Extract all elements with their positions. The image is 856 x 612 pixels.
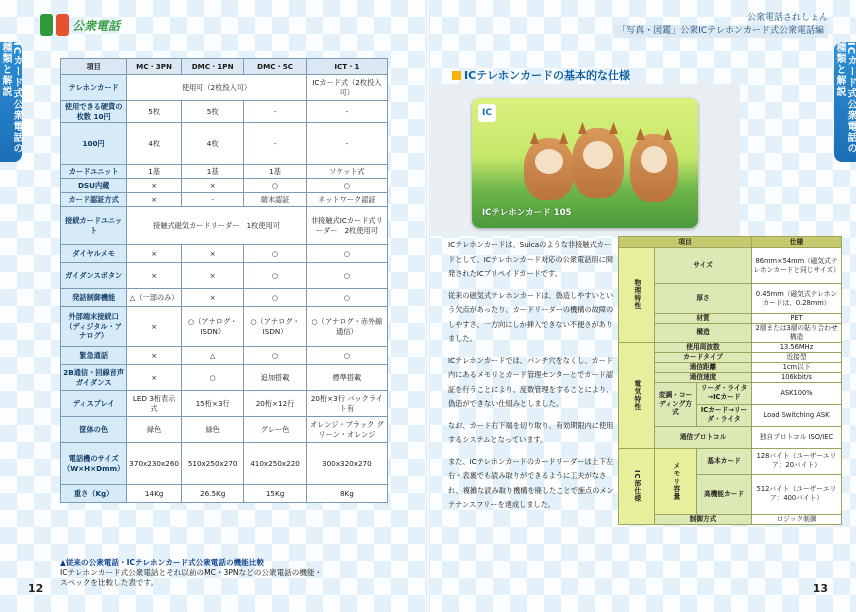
paragraph: 従来の磁気式テレホンカードは、偽造しやすいという欠点があったり、カードリーダーの機構の故障のしやすさ、一方向にしか挿入できない不便さがありました。 bbox=[448, 290, 614, 343]
table-row: テレホンカード 使用可（2枚投入可） ICカード式（2枚投入可） bbox=[61, 75, 388, 101]
spec-row: 電気特性 使用周波数 13.56MHz bbox=[619, 342, 842, 352]
puppy-image bbox=[572, 128, 624, 198]
series-title: 公衆電話されしょん bbox=[746, 13, 828, 23]
table-row: 重さ（Kg） 14Kg 26.5Kg 15Kg 8Kg bbox=[61, 485, 388, 503]
col-header: 項目 bbox=[61, 59, 127, 75]
table-row: ダイヤルメモ × × ○ ○ bbox=[61, 245, 388, 263]
ic-logo-icon: IC bbox=[478, 104, 496, 122]
spec-row: IC部仕様 メモリ容量 基本カード 128バイト（ユーザーエリア：20バイト） bbox=[619, 448, 842, 474]
paragraph: ICテレホンカードは、Suicaのような非接触式カードとして、ICテレホンカード対応の公衆電話用に開発されたICプリペイドカードです。 bbox=[448, 240, 613, 278]
page-number-left: 12 bbox=[28, 582, 44, 595]
table-row: 100円 4枚 4枚 - - bbox=[61, 123, 388, 165]
col-header: DMC・1PN bbox=[181, 59, 243, 75]
spec-row: 変調・コーディング方式 リーダ・ライタ→ICカード ASK100% bbox=[619, 382, 842, 404]
card-label: ICテレホンカード 105 bbox=[482, 208, 572, 218]
col-header: MC・3PN bbox=[127, 59, 182, 75]
table-caption: ▲従来の公衆電話・ICテレホンカード式公衆電話の機能比較 ICテレホンカード式公衆電話とそれ以前のMC・3PNなどの公衆電話の機能・ スペックを比較した表です。 bbox=[60, 558, 323, 587]
table-row: カード認証方式 × - 端末認証 ネットワーク認証 bbox=[61, 193, 388, 207]
table-header-row bbox=[61, 59, 388, 75]
header-right bbox=[613, 12, 828, 38]
table-row: 筐体の色 緑色 緑色 グレー色 オレンジ・ブラック グリーン・オレンジ bbox=[61, 417, 388, 443]
puppy-image bbox=[524, 138, 574, 200]
page-number-right: 13 bbox=[812, 582, 828, 595]
spec-row: 物理特性 サイズ 86mm×54mm（磁気式テレホンカードと同じサイズ） bbox=[619, 248, 842, 284]
spec-box bbox=[618, 236, 842, 525]
phone-icon-2 bbox=[56, 14, 69, 36]
table-row: DSU内蔵 × × ○ ○ bbox=[61, 179, 388, 193]
title-square-icon bbox=[452, 71, 461, 80]
table-row: 電話機のサイズ（W×H×Dmm） 370x230x260 510x250x270 410x250x220 300x320x270 bbox=[61, 443, 388, 485]
spec-row: ICカード→リーダ・ライタ Load Switching ASK bbox=[619, 404, 842, 426]
table-row: 緊急通話 × △ ○ ○ bbox=[61, 347, 388, 365]
spec-row: 材質 PET bbox=[619, 314, 842, 324]
article-body bbox=[448, 238, 614, 520]
paragraph: また、ICテレホンカードのカードリーダーは上下左右・表裏でも読み取りができるように工夫がなされ、複雑な読み取り機構を廃したことで施点のメンテナンスフリーを達成しました。 bbox=[448, 456, 614, 509]
table-row: 接続カードユニット 接触式磁気カードリーダー 1枚使用可 非接触式ICカード式リーダー 2枚使用可 bbox=[61, 207, 388, 245]
table-row: カードユニット 1基 1基 1基 ソケット式 bbox=[61, 165, 388, 179]
spec-row: 通信プロトコル 独自プロトコル ISO/IEC bbox=[619, 426, 842, 448]
puppy-image bbox=[630, 134, 678, 202]
side-tab-left: ICカード式公衆電話の種類と解説 bbox=[0, 42, 22, 162]
table-row: ディスプレイ LED 3桁表示式 15桁×3行 20桁×12行 20桁×3行 バックライト有 bbox=[61, 391, 388, 417]
spec-row: カードタイプ 近接型 bbox=[619, 352, 842, 362]
table-row: 2B通信・回線音声ガイダンス × ○ 追加搭載 標準搭載 bbox=[61, 365, 388, 391]
side-tab-right: ICカード式公衆電話の種類と解説 bbox=[834, 42, 856, 162]
logo bbox=[40, 10, 124, 40]
spec-row: 高機能カード 512バイト（ユーザーエリア：400バイト） bbox=[619, 474, 842, 514]
spec-header: 項目 仕様 bbox=[619, 237, 842, 248]
col-header: ICT・1 bbox=[306, 59, 387, 75]
spec-row: 通信速度 106kbit/s bbox=[619, 372, 842, 382]
spec-row: 制御方式 ロジック制御 bbox=[619, 514, 842, 524]
section-subtitle: 「写真・図鑑」公衆ICテレホンカード式公衆電話編 bbox=[613, 25, 828, 38]
logo-text: 公衆電話 bbox=[72, 18, 121, 33]
card-photo bbox=[430, 84, 740, 236]
ic-telephone-card bbox=[472, 98, 698, 228]
paragraph: なお、カード右下端を切り取り、有効期限内に使用するシステムとなっています。 bbox=[448, 420, 614, 444]
phone-icon bbox=[40, 14, 53, 36]
table-row: 外部端末接続口（ディジタル・アナログ） × ○（アナログ・ISDN） ○（アナログ・ISDN） ○（アナログ・赤外線通信） bbox=[61, 307, 388, 347]
table-row: 発話制御機能 △（一部のみ） × ○ ○ bbox=[61, 289, 388, 307]
spec-row: 厚さ 0.45mm（磁気式テレホンカードは、0.28mm） bbox=[619, 284, 842, 314]
spec-row: 通信距離 1cm以下 bbox=[619, 362, 842, 372]
spec-row: 構造 2層または3層の貼り合わせ構造 bbox=[619, 324, 842, 343]
section-title: ICテレホンカードの基本的な仕様 bbox=[452, 66, 662, 84]
col-header: DMC・5C bbox=[244, 59, 306, 75]
table-row: 使用できる硬貨の枚数 10円 5枚 5枚 - - bbox=[61, 101, 388, 123]
table-row: ガイダンスボタン × × ○ ○ bbox=[61, 263, 388, 289]
comparison-table bbox=[60, 58, 388, 503]
paragraph: ICテレホンカードでは、パンチ穴をなくし、カード内にあるメモリとカード管理センターとでカード認証を行うことにより、度数管理をすることにより、偽造ができない仕組みとしました。 bbox=[448, 355, 614, 408]
